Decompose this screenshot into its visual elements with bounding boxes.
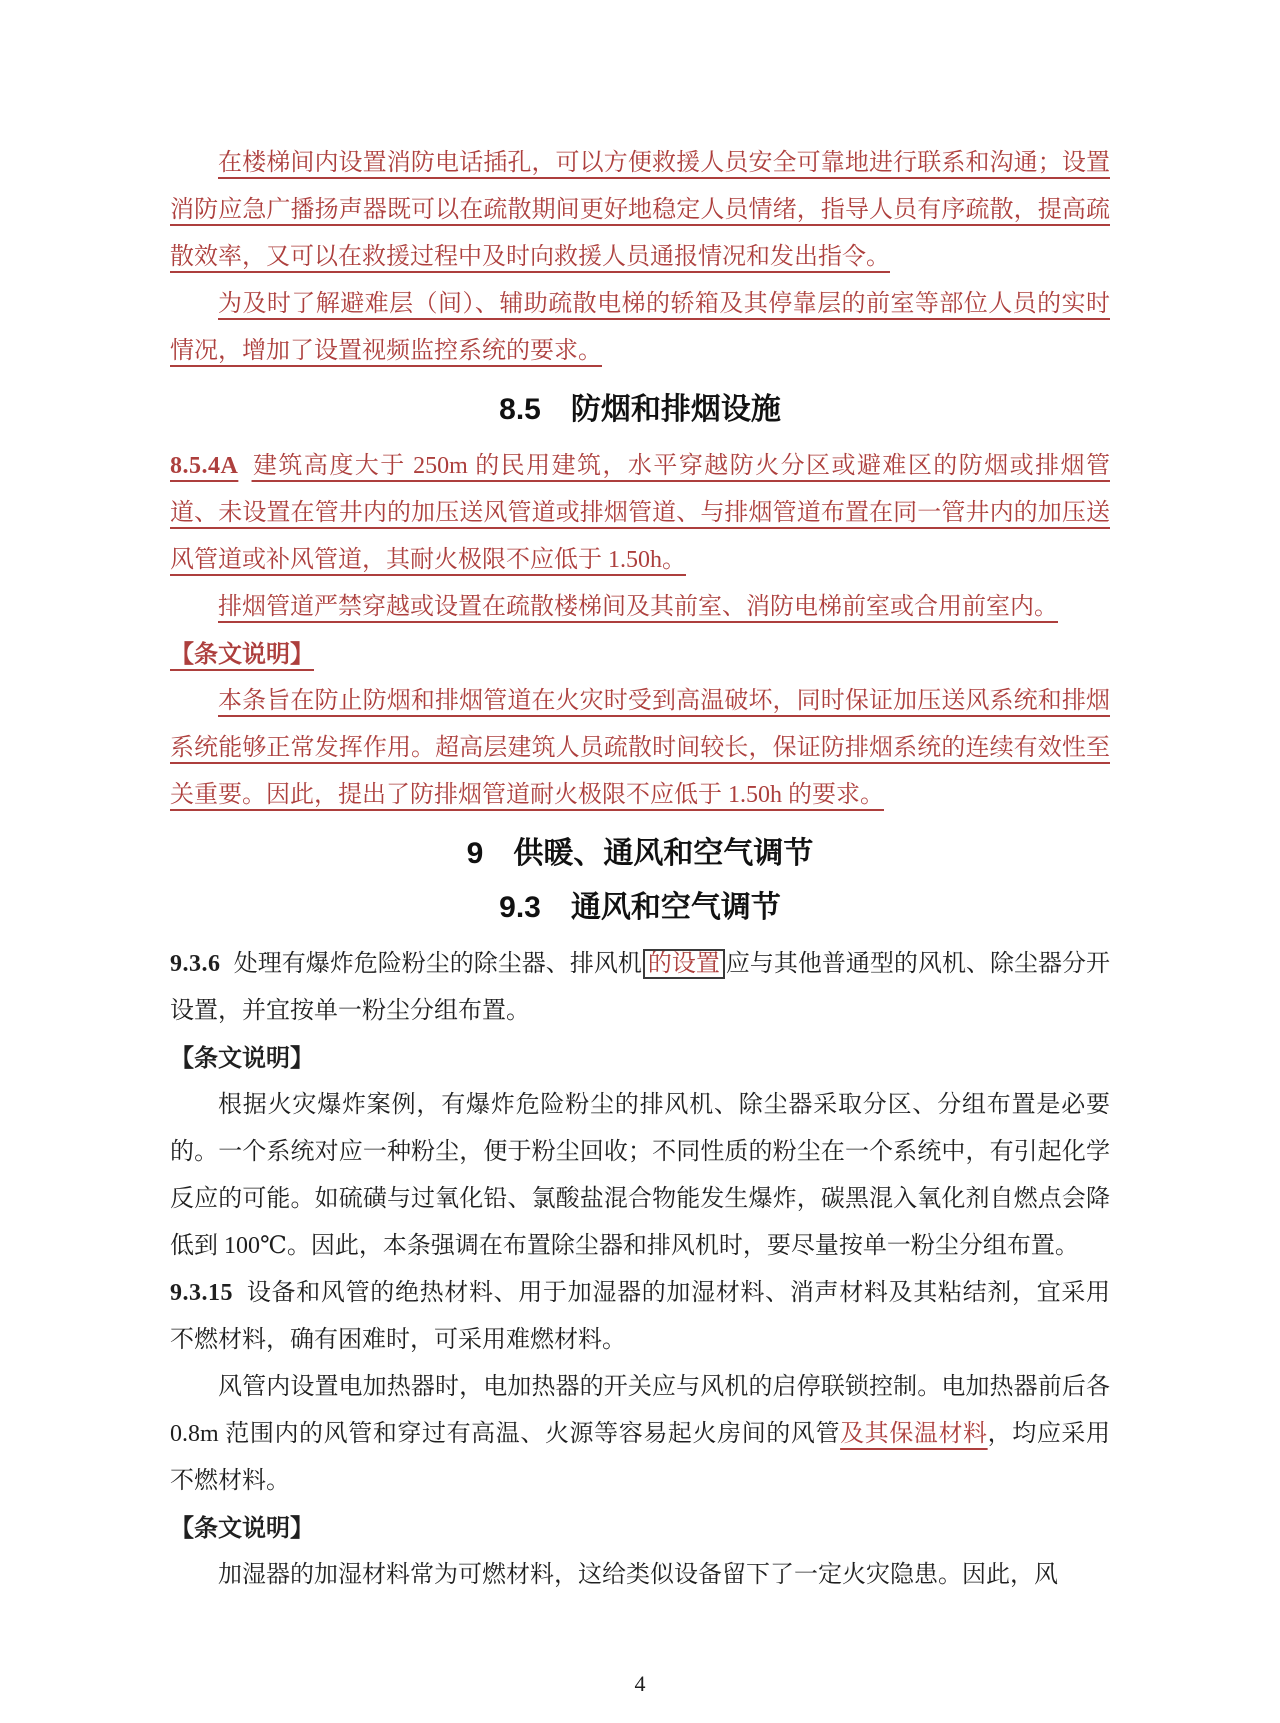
paragraph-clause-8-5-4A-2 <box>170 584 1110 631</box>
clause-text: 设备和风管的绝热材料、用于加湿器的加湿材料、消声材料及其粘结剂，宜采用不燃材料，确有困难时，可采用难燃材料。 <box>170 1280 1110 1353</box>
revised-text-run: 及其保温材料 <box>840 1421 988 1447</box>
clause-number: 9.3.6 <box>170 951 221 977</box>
paragraph-explanation-9-3-6: 根据火灾爆炸案例，有爆炸危险粉尘的排风机、除尘器采取分区、分组布置是必要的。一个系统对应一种粉尘，便于粉尘回收；不同性质的粉尘在一个系统中，有引起化学反应的可能。如硫磺与过氧化铅、氯酸盐混合物能发生爆炸，碳黑混入氧化剂自燃点会降低到 100℃。因此，本条强调在布置除尘器和排风机时，要尽量按单一粉尘分组布置。 <box>170 1092 1110 1259</box>
section-heading-8-5: 8.5 防烟和排烟设施 <box>499 393 781 426</box>
inserted-text-box: 的设置 <box>643 949 725 979</box>
clause-text: 建筑高度大于 250m 的民用建筑，水平穿越防火分区或避难区的防烟或排烟管道、未设置在管井内的加压送风管道或排烟管道、与排烟管道布置在同一管井内的加压送风管道或补风管道，其耐火极限不应低于 1.50h。 <box>170 453 1110 573</box>
page-content <box>170 140 1110 1599</box>
paragraph-clause-9-3-6 <box>170 941 1110 1035</box>
paragraph-clause-9-3-15-2 <box>170 1364 1110 1505</box>
clause-text: 应与其他普通型的风机、除尘器分开设置，并宜按单一粉尘分组布置。 <box>170 951 1111 1024</box>
revised-text-run: 在楼梯间内设置消防电话插孔，可以方便救援人员安全可靠地进行联系和沟通；设置消防应急广播扬声器既可以在疏散期间更好地稳定人员情绪，指导人员有序疏散，提高疏散效率，又可以在救援过程中及时向救援人员通报情况和发出指令。 <box>170 150 1110 270</box>
paragraph-explanation-8-5-4A <box>170 678 1110 819</box>
revised-text-run: 为及时了解避难层（间）、辅助疏散电梯的轿箱及其停靠层的前室等部位人员的实时情况，增加了设置视频监控系统的要求。 <box>170 291 1110 364</box>
revised-text-run: 本条旨在防止防烟和排烟管道在火灾时受到高温破坏，同时保证加压送风系统和排烟系统能够正常发挥作用。超高层建筑人员疏散时间较长，保证防排烟系统的连续有效性至关重要。因此，提出了防排烟管道耐火极限不应低于 1.50h 的要求。 <box>170 688 1110 808</box>
section-heading-9-3: 9.3 通风和空气调节 <box>499 891 781 924</box>
paragraph-clause-9-3-15 <box>170 1270 1110 1364</box>
section-heading-9: 9 供暖、通风和空气调节 <box>466 837 814 870</box>
explanation-label-8-5-4A: 【条文说明】 <box>170 641 314 668</box>
page-number: 4 <box>634 1671 646 1696</box>
clause-text: ，均应采用不燃材料。 <box>170 1421 1111 1494</box>
clause-text: 风管内设置电加热器时，电加热器的开关应与风机的启停联锁控制。电加热器前后各 0.8m 范围内的风管和穿过有高温、火源等容易起火房间的风管 <box>170 1374 1110 1447</box>
revised-text-run: 排烟管道严禁穿越或设置在疏散楼梯间及其前室、消防电梯前室或合用前室内。 <box>218 594 1058 620</box>
paragraph-smoke-note-1 <box>170 140 1110 281</box>
paragraph-smoke-note-2 <box>170 281 1110 375</box>
paragraph-clause-8-5-4A <box>170 443 1110 584</box>
paragraph-explanation-9-3-15: 加湿器的加湿材料常为可燃材料，这给类似设备留下了一定火灾隐患。因此，风 <box>218 1562 1058 1588</box>
explanation-label-9-3-6: 【条文说明】 <box>170 1045 314 1072</box>
clause-number: 8.5.4A <box>170 453 239 479</box>
revised-text-run <box>170 453 1110 573</box>
clause-text: 处理有爆炸危险粉尘的除尘器、排风机 <box>233 951 642 977</box>
explanation-label-9-3-15: 【条文说明】 <box>170 1515 314 1542</box>
clause-number: 9.3.15 <box>170 1280 233 1306</box>
